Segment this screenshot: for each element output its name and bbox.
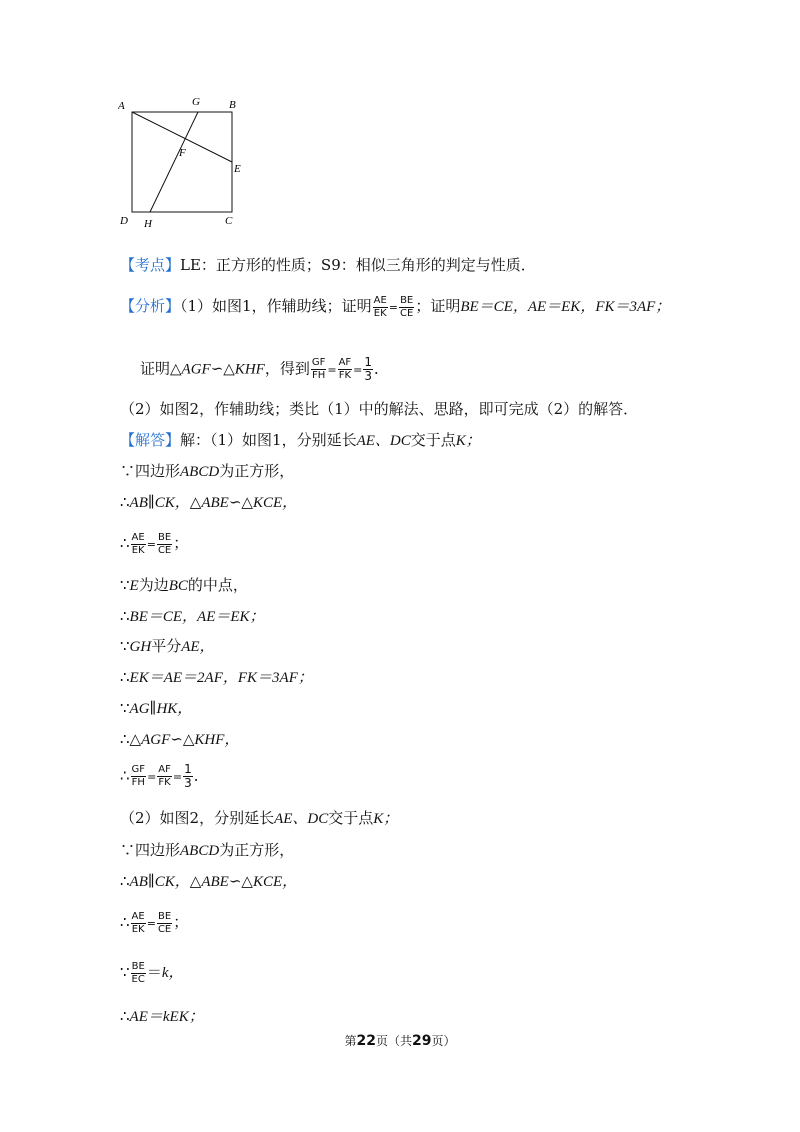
equals-sign: = <box>172 770 183 784</box>
fraction-gf-fh <box>131 764 147 789</box>
fraction-den: CE <box>400 307 414 319</box>
text: AB∥CK，△ABE∽△KCE， <box>129 495 298 511</box>
fraction-be-ec <box>131 961 146 986</box>
jieda-line-1 <box>120 428 481 453</box>
fraction-num: BE <box>400 294 414 306</box>
fraction-num: 1 <box>364 355 373 369</box>
equals-sign: = <box>353 363 363 377</box>
fraction-num: AF <box>338 357 352 368</box>
text: AE， <box>181 639 215 655</box>
fraction-den: CE <box>157 923 172 935</box>
fraction-num: 1 <box>184 762 192 776</box>
text: 为正方形， <box>219 841 295 859</box>
fraction-den: EC <box>131 973 145 985</box>
jieda-line-10 <box>120 727 239 752</box>
jieda-line-5 <box>120 573 248 598</box>
text: ＝ <box>146 963 162 981</box>
equals-sign: = <box>388 301 398 314</box>
fraction-1-3 <box>363 356 373 383</box>
text: K； <box>373 811 399 827</box>
jieda-line-16 <box>120 960 184 986</box>
text: ∴ <box>120 872 130 890</box>
fraction-den: 3 <box>364 369 373 383</box>
fraction-ae-ek <box>131 532 146 557</box>
text: AE、DC <box>356 433 411 449</box>
jieda-line-8 <box>120 665 313 690</box>
fraction-ae-ek <box>373 295 388 320</box>
text: ∵四边形 <box>120 841 181 859</box>
text: 交于点 <box>410 431 456 449</box>
jieda-line-14 <box>120 869 297 894</box>
fraction-den: FK <box>338 370 352 381</box>
equals-sign: = <box>146 538 156 551</box>
fenxi-text-4: 证明△ <box>140 359 182 378</box>
text: 为正方形， <box>219 462 295 480</box>
fenxi-tag: 【分析】 <box>120 297 181 315</box>
fraction-af-fk <box>338 357 353 382</box>
page-total: 29 <box>412 1033 432 1049</box>
jieda-line-2 <box>120 459 294 484</box>
jieda-line-12 <box>120 806 398 831</box>
fraction-be-ce <box>157 911 172 936</box>
text: ∵ <box>120 963 130 981</box>
text: 平分 <box>151 637 182 655</box>
text: ∴ <box>120 766 130 785</box>
text: AE＝kEK； <box>129 1009 204 1025</box>
text: 交于点 <box>328 809 374 827</box>
text: AE、DC <box>274 811 329 827</box>
fenxi-text-5: AGF∽△KHF <box>181 361 265 378</box>
fraction-den: EK <box>373 307 387 319</box>
fraction-be-ce <box>399 295 414 320</box>
text: ∴ <box>120 913 130 931</box>
jieda-line-15 <box>120 910 188 936</box>
fraction-1-3 <box>183 763 193 790</box>
fraction-den: EK <box>131 923 145 935</box>
equals-sign: = <box>147 770 157 784</box>
text: ∴ <box>120 534 130 552</box>
fraction-den: EK <box>131 544 145 556</box>
text: ∴ <box>120 1007 130 1025</box>
text: ∴ <box>120 668 130 686</box>
fraction-af-fk <box>157 764 172 789</box>
text: ∴ <box>120 607 130 625</box>
text: ∵四边形 <box>120 462 181 480</box>
jieda-line-4 <box>120 531 188 557</box>
text: 的中点， <box>187 576 248 594</box>
footer-text: 第 <box>344 1034 357 1048</box>
text: 解：（1）如图1，分别延长 <box>180 431 357 449</box>
text: 为边 <box>138 576 169 594</box>
jieda-line-9 <box>120 696 192 721</box>
fenxi-text-8: （2）如图2，作辅助线；类比（1）中的解法、思路，即可完成（2）的解答． <box>120 400 639 418</box>
fenxi-line-1 <box>120 294 670 320</box>
fraction-den: CE <box>157 544 172 556</box>
kaodian-line <box>120 253 536 277</box>
fenxi-text-2: ；证明 <box>415 297 461 315</box>
text: ∵ <box>120 576 130 594</box>
label-c: C <box>225 215 233 227</box>
text: BE＝CE，AE＝EK； <box>129 609 265 625</box>
square-figure <box>118 92 258 232</box>
text: ABCD <box>180 464 220 480</box>
text: AB∥CK，△ABE∽△KCE， <box>129 874 298 890</box>
fraction-num: BE <box>158 531 172 543</box>
text: ； <box>173 913 189 931</box>
kaodian-tag: 【考点】 <box>120 256 181 274</box>
label-d: D <box>120 215 128 227</box>
fraction-ae-ek <box>131 911 146 936</box>
jieda-line-7 <box>120 634 215 659</box>
text: ． <box>193 766 209 785</box>
footer-text: 页） <box>431 1034 456 1048</box>
fraction-num: AF <box>158 764 171 775</box>
label-a: A <box>118 100 125 112</box>
text: k， <box>161 965 184 981</box>
jieda-line-13 <box>120 838 294 863</box>
fraction-num: GF <box>131 764 146 775</box>
segment-gh <box>150 112 198 212</box>
text: ； <box>173 534 189 552</box>
text: ∵ <box>120 637 130 655</box>
fraction-den: FK <box>158 777 171 788</box>
fenxi-text-3: BE＝CE，AE＝EK，FK＝3AF； <box>460 299 671 315</box>
text: AG∥HK， <box>129 701 193 717</box>
equals-sign: = <box>327 363 337 377</box>
jieda-line-6 <box>120 604 265 629</box>
fraction-num: GF <box>311 357 326 368</box>
label-b: B <box>229 99 236 111</box>
fraction-den: 3 <box>184 776 192 790</box>
fenxi-line-3 <box>120 397 638 421</box>
text: （2）如图2，分别延长 <box>120 809 275 827</box>
label-e: E <box>234 163 241 175</box>
fraction-num: AE <box>131 910 145 922</box>
fenxi-text-6: ，得到 <box>264 359 310 378</box>
text: AGF∽△KHF， <box>141 732 240 748</box>
jieda-tag: 【解答】 <box>120 431 181 449</box>
text: EK＝AE＝2AF，FK＝3AF； <box>129 670 313 686</box>
text: ∴ <box>120 493 130 511</box>
page-footer <box>0 1032 800 1049</box>
jieda-line-3 <box>120 490 297 515</box>
label-f: F <box>179 147 186 159</box>
fraction-den: FH <box>311 370 326 381</box>
text: K； <box>455 433 481 449</box>
kaodian-text: LE：正方形的性质；S9：相似三角形的判定与性质． <box>180 256 536 274</box>
fenxi-text-1: （1）如图1，作辅助线；证明 <box>180 297 372 315</box>
text: E <box>129 578 139 594</box>
fraction-den: FH <box>131 777 145 788</box>
fenxi-text-7: ． <box>374 359 390 378</box>
fraction-num: BE <box>131 960 145 972</box>
text: ∴△ <box>120 730 142 748</box>
fraction-num: BE <box>158 910 172 922</box>
fraction-num: AE <box>131 531 145 543</box>
fraction-num: AE <box>373 294 387 306</box>
text: BC <box>168 578 188 594</box>
square-abcd <box>132 112 232 212</box>
equals-sign: = <box>146 917 156 930</box>
label-h: H <box>144 218 152 230</box>
text: ABCD <box>180 843 220 859</box>
text: ∵ <box>120 699 130 717</box>
jieda-line-11 <box>120 763 209 790</box>
fraction-gf-fh <box>311 357 327 382</box>
fenxi-line-2 <box>140 356 389 383</box>
fraction-be-ce <box>157 532 172 557</box>
footer-text: 页（共 <box>375 1034 412 1048</box>
page-number: 22 <box>356 1033 376 1049</box>
label-g: G <box>192 96 200 108</box>
jieda-line-17 <box>120 1004 204 1029</box>
text: GH <box>129 639 152 655</box>
